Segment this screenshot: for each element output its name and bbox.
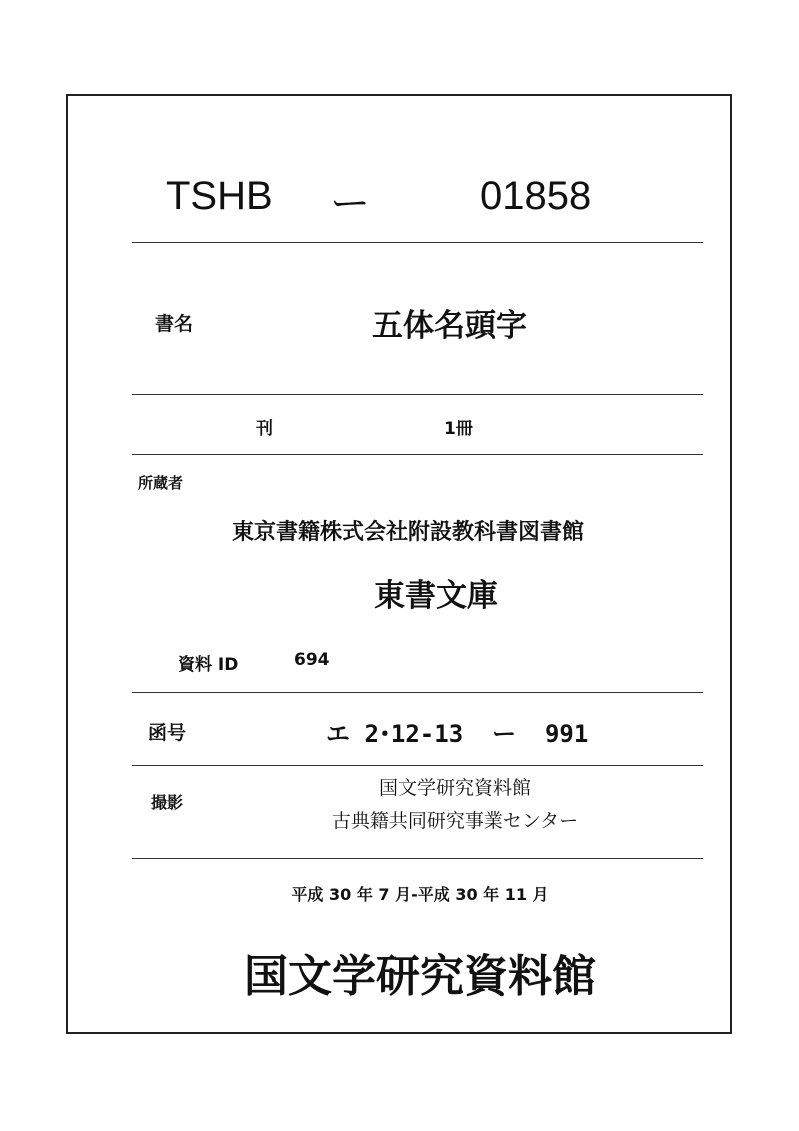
photography-label: 撮影 xyxy=(151,793,184,812)
call-number-value: エ 2･12-13 ー 991 xyxy=(326,720,589,748)
header-number: 01858 xyxy=(480,174,592,218)
header-dash: ー xyxy=(330,182,370,226)
divider-3 xyxy=(132,454,703,455)
period-text: 平成 30 年 7 月-平成 30 年 11 月 xyxy=(291,885,549,904)
divider-2 xyxy=(132,394,703,395)
photography-line2: 古典籍共同研究事業センター xyxy=(331,810,579,832)
holder-library: 東書文庫 xyxy=(374,578,498,614)
call-number-label: 函号 xyxy=(148,722,187,744)
divider-5 xyxy=(132,765,703,766)
holder-label: 所蔵者 xyxy=(138,474,184,492)
edition-label: 刊 xyxy=(256,419,273,439)
divider-6 xyxy=(132,858,703,859)
divider-4 xyxy=(132,692,703,693)
title-value: 五体名頭字 xyxy=(372,308,527,344)
material-value: 694 xyxy=(294,650,330,670)
header-prefix: TSHB xyxy=(166,174,273,218)
footer-organization: 国文学研究資料館 xyxy=(244,951,596,1002)
material-label: 資料 ID xyxy=(178,655,239,675)
holder-institution: 東京書籍株式会社附設教科書図書館 xyxy=(232,520,585,545)
divider-1 xyxy=(132,242,703,243)
photography-line1: 国文学研究資料館 xyxy=(378,777,531,799)
title-label: 書名 xyxy=(155,313,194,335)
edition-volumes: 1冊 xyxy=(444,419,473,439)
